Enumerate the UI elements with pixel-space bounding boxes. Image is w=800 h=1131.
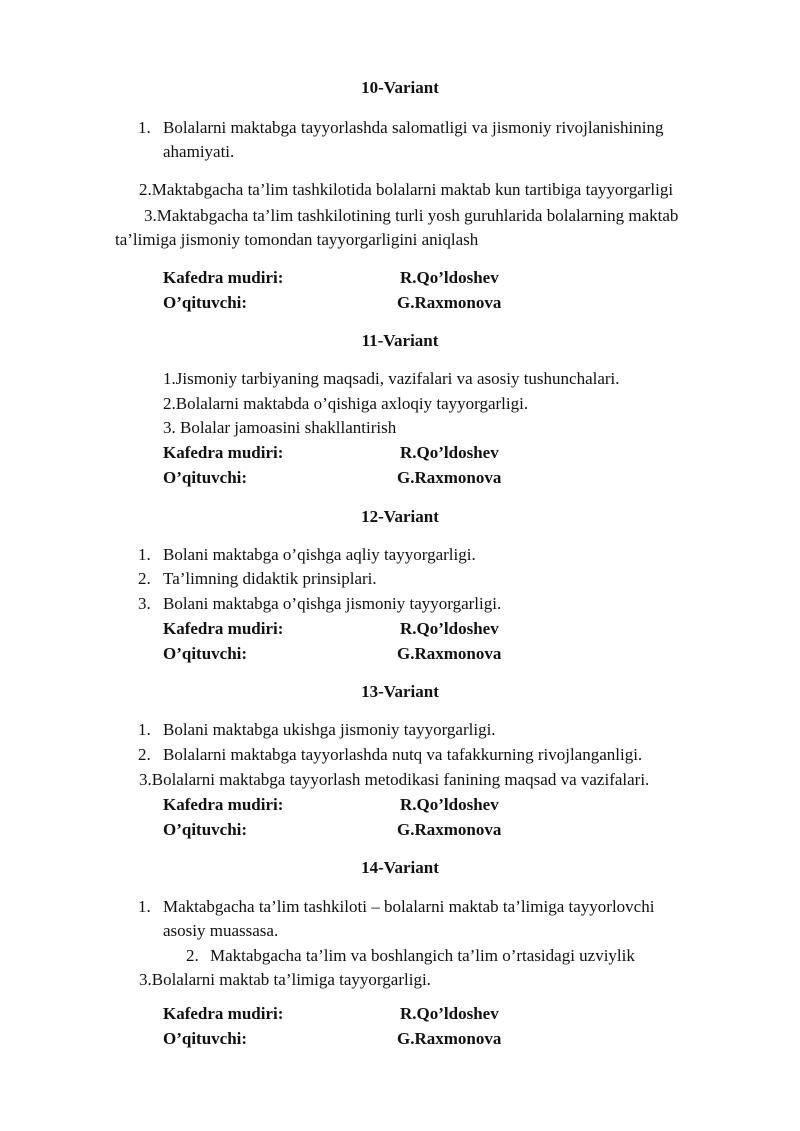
head-name: R.Qo’ldoshev	[400, 1004, 499, 1023]
teacher-label: O’qituvchi:	[163, 1029, 248, 1048]
head-label: Kafedra mudiri:	[163, 619, 284, 638]
teacher-name: G.Raxmonova	[397, 1029, 502, 1048]
head-name: R.Qo’ldoshev	[400, 619, 499, 638]
list-item: Maktabgacha ta’lim tashkiloti – bolalarni maktab ta’limiga tayyorlovchi	[163, 897, 655, 916]
variant-title: 12-Variant	[361, 507, 439, 526]
teacher-name: G.Raxmonova	[397, 468, 502, 487]
variant-title: 10-Variant	[361, 78, 439, 97]
list-item: 3.Bolalarni maktab ta’limiga tayyorgarligi.	[139, 970, 431, 989]
head-name: R.Qo’ldoshev	[400, 268, 499, 287]
teacher-label: O’qituvchi:	[163, 644, 248, 663]
list-number: 1.	[138, 118, 151, 137]
list-item-continuation: ahamiyati.	[163, 142, 235, 161]
teacher-label: O’qituvchi:	[163, 468, 248, 487]
list-item: 3.Maktabgacha ta’lim tashkilotining turli yosh guruhlarida bolalarning maktab	[144, 206, 679, 225]
list-number: 2.	[138, 569, 151, 588]
list-item: Bolalarni maktabga tayyorlashda salomatligi va jismoniy rivojlanishining	[163, 118, 664, 137]
variant-title: 14-Variant	[361, 858, 439, 877]
list-item: 2.Maktabgacha ta’lim tashkilotida bolalarni maktab kun tartibiga tayyorgarligi	[139, 180, 674, 199]
list-number: 2.	[186, 946, 199, 965]
teacher-label: O’qituvchi:	[163, 820, 248, 839]
head-name: R.Qo’ldoshev	[400, 795, 499, 814]
list-number: 1.	[138, 720, 151, 739]
list-item: Maktabgacha ta’lim va boshlangich ta’lim o’rtasidagi uzviylik	[210, 946, 635, 965]
head-label: Kafedra mudiri:	[163, 795, 284, 814]
teacher-name: G.Raxmonova	[397, 293, 502, 312]
head-label: Kafedra mudiri:	[163, 268, 284, 287]
head-label: Kafedra mudiri:	[163, 443, 284, 462]
variant-title: 11-Variant	[361, 331, 439, 350]
list-item-continuation: asosiy muassasa.	[163, 921, 279, 940]
teacher-name: G.Raxmonova	[397, 644, 502, 663]
list-item-continuation: ta’limiga jismoniy tomondan tayyorgarligini aniqlash	[115, 230, 479, 249]
list-item: Bolani maktabga o’qishga aqliy tayyorgarligi.	[163, 545, 476, 564]
variant-title: 13-Variant	[361, 682, 439, 701]
list-item: Bolani maktabga o’qishga jismoniy tayyorgarligi.	[163, 594, 502, 613]
list-item: 3.Bolalarni maktabga tayyorlash metodikasi fanining maqsad va vazifalari.	[139, 770, 650, 789]
list-item: 2.Bolalarni maktabda o’qishiga axloqiy tayyorgarligi.	[163, 394, 529, 413]
list-item: 1.Jismoniy tarbiyaning maqsadi, vazifalari va asosiy tushunchalari.	[163, 369, 620, 388]
list-item: Bolalarni maktabga tayyorlashda nutq va tafakkurning rivojlanganligi.	[163, 745, 643, 764]
list-number: 3.	[138, 594, 151, 613]
list-number: 2.	[138, 745, 151, 764]
teacher-label: O’qituvchi:	[163, 293, 248, 312]
head-name: R.Qo’ldoshev	[400, 443, 499, 462]
list-item: Ta’limning didaktik prinsiplari.	[163, 569, 377, 588]
head-label: Kafedra mudiri:	[163, 1004, 284, 1023]
list-number: 1.	[138, 897, 151, 916]
list-number: 1.	[138, 545, 151, 564]
list-item: 3. Bolalar jamoasini shakllantirish	[163, 418, 397, 437]
teacher-name: G.Raxmonova	[397, 820, 502, 839]
list-item: Bolani maktabga ukishga jismoniy tayyorgarligi.	[163, 720, 496, 739]
